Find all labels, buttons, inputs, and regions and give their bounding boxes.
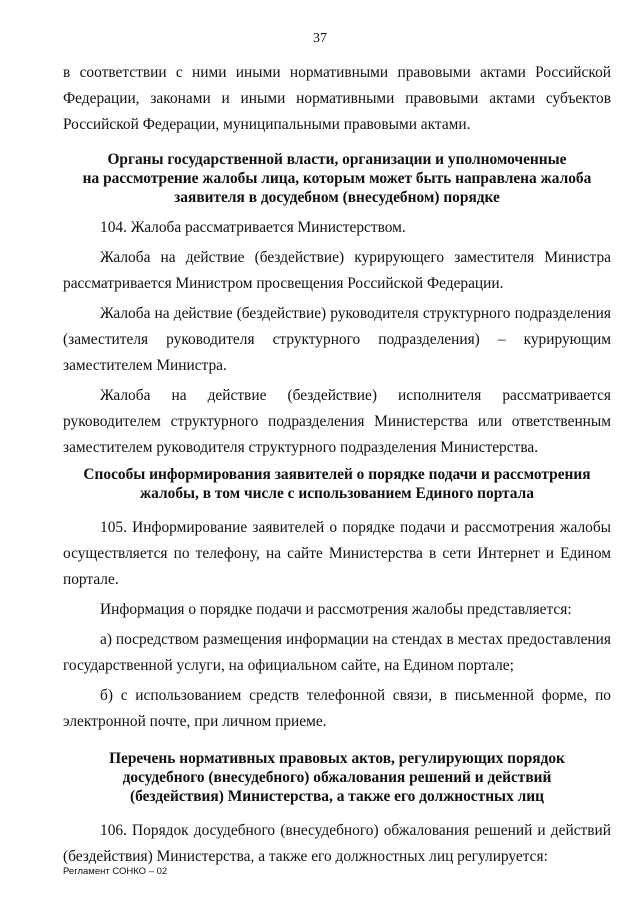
heading-line: на рассмотрение жалобы лица, которым может быть направлена жалоба (82, 170, 592, 187)
heading-line: жалобы, в том числе с использованием Единого портала (140, 485, 534, 502)
heading-line: Способы информирования заявителей о порядке подачи и рассмотрения (83, 466, 591, 483)
heading-line: досудебного (внесудебного) обжалования решений и действий (122, 769, 552, 786)
page-number: 37 (313, 31, 327, 46)
section-heading-informing-methods (63, 465, 611, 503)
paragraph-deputy-minister: Жалоба на действие (бездействие) курирующего заместителя Министра рассматривается Министром просвещения Российской Федерации. (63, 249, 611, 292)
intro-paragraph: в соответствии с ними иными нормативными правовыми актами Российской Федерации, законами и иными нормативными правовыми актами субъектов Российской Федерации, муниципальными правовыми актами. (63, 64, 611, 133)
section-heading-complaint-bodies (63, 150, 611, 207)
document-body (63, 60, 611, 870)
heading-line: заявителя в досудебном (внесудебном) порядке (174, 189, 500, 206)
heading-line: (бездействия) Министерства, а также его должностных лиц (129, 788, 544, 805)
paragraph-division-head: Жалоба на действие (бездействие) руководителя структурного подразделения (заместителя руководителя структурного подразделения) – курирующим заместителем Министра. (63, 305, 611, 374)
paragraph-105: 105. Информирование заявителей о порядке подачи и рассмотрения жалобы осуществляется по телефону, на сайте Министерства в сети Интернет и Едином портале. (63, 519, 611, 588)
footer-regulation-code: Регламент СОНКО – 02 (63, 866, 168, 877)
paragraph-item-b: б) с использованием средств телефонной связи, в письменной форме, по электронной почте, при личном приеме. (63, 687, 611, 730)
paragraph-106: 106. Порядок досудебного (внесудебного) обжалования решений и действий (бездействия) Министерства, а также его должностных лиц регулируется: (63, 822, 611, 865)
heading-line: Перечень нормативных правовых актов, регулирующих порядок (109, 750, 565, 767)
paragraph-executor: Жалоба на действие (бездействие) исполнителя рассматривается руководителем структурного подразделения Министерства или ответственным заместителем руководителя структурного подразделения Министерства. (63, 387, 611, 456)
heading-line: Органы государственной власти, организации и уполномоченные (107, 151, 567, 168)
paragraph-information-provided: Информация о порядке подачи и рассмотрения жалобы представляется: (100, 601, 572, 618)
section-heading-legal-acts (63, 749, 611, 806)
paragraph-104: 104. Жалоба рассматривается Министерством. (100, 219, 406, 236)
paragraph-item-a: а) посредством размещения информации на стендах в местах предоставления государственной услуги, на официальном сайте, на Едином портале; (63, 631, 611, 674)
